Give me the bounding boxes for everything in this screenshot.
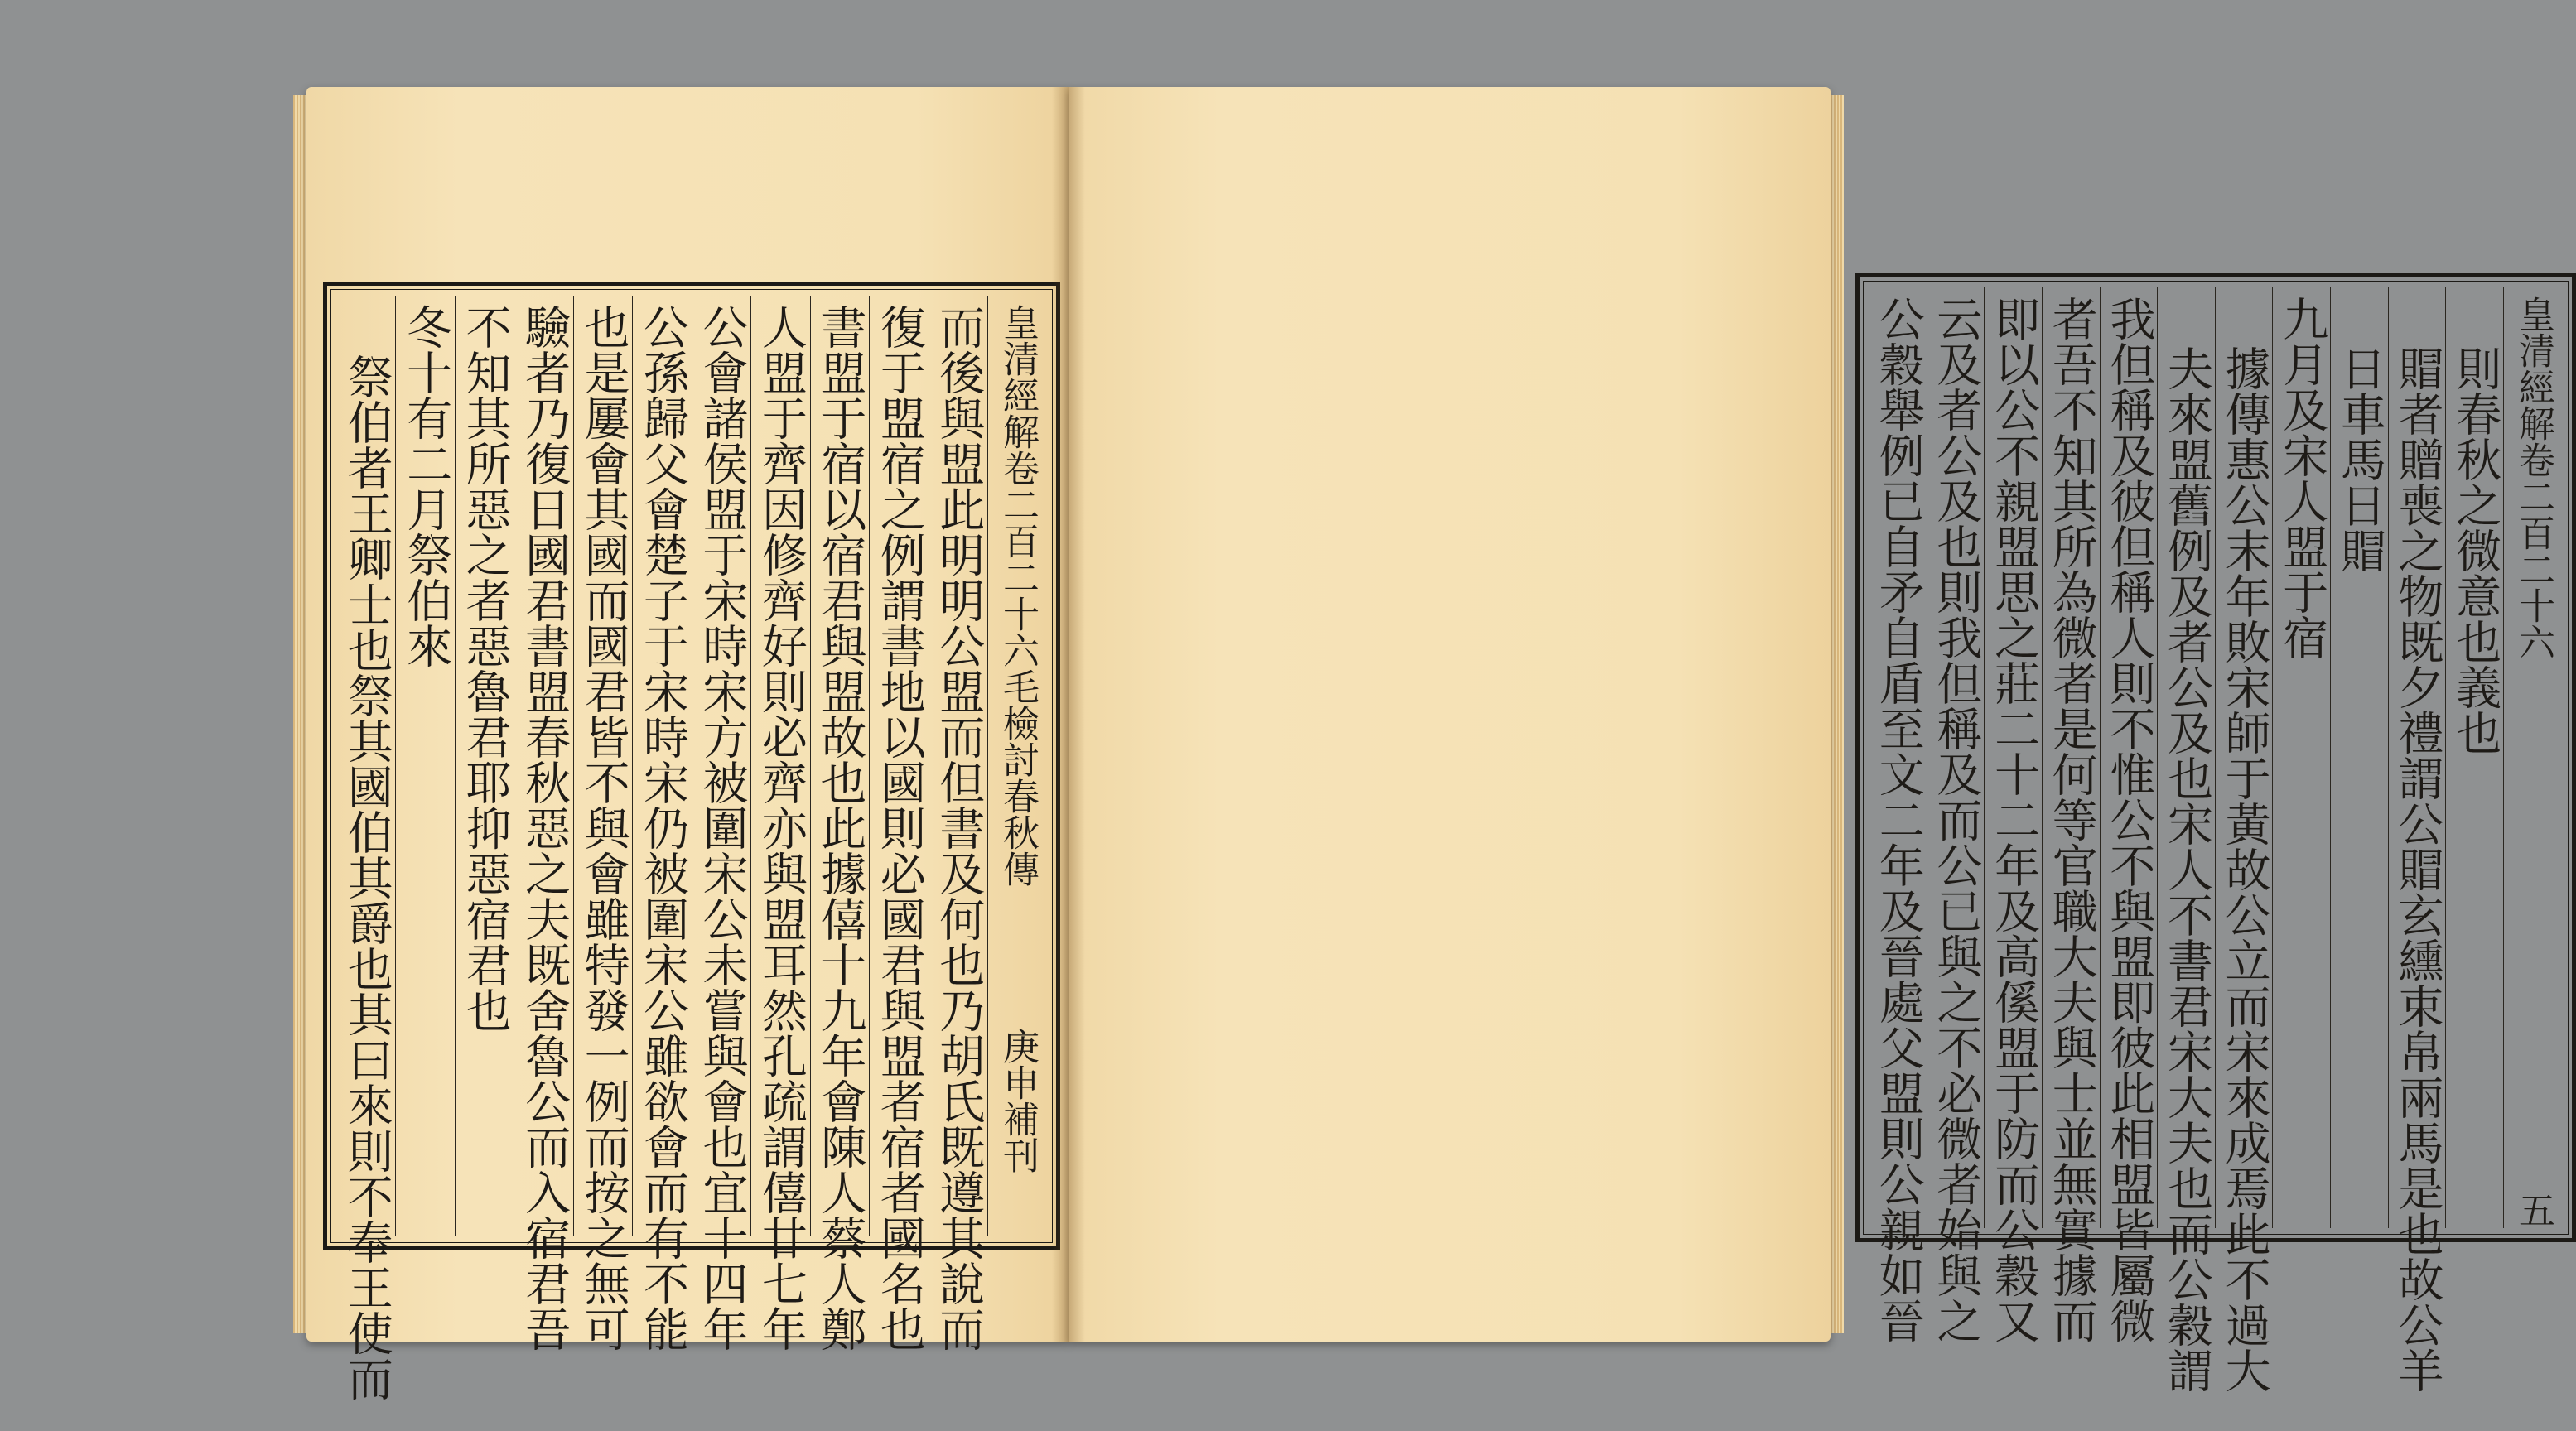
left-banner-column — [987, 296, 1046, 1236]
left-column-8: 驗者乃復日國君書盟春秋惡之夫既舍魯公而入宿君吾 — [514, 296, 572, 1236]
right-column-11: 公穀舉例已自矛自盾至文二年及晉處父盟則公親如晉 — [1871, 296, 1925, 1343]
right-column-9: 即以公不親盟思之莊二十二年及高傒盟于防而公穀又 — [1984, 287, 2042, 1228]
left-columns — [337, 296, 1046, 1401]
left-column-11: 祭伯者王卿士也祭其國伯其爵也其曰來則不奉王使而 — [340, 354, 393, 1401]
left-banner-subtitle: 毛檢討春秋傳 — [996, 668, 1039, 887]
open-book — [306, 87, 2554, 1401]
book-gutter — [1052, 87, 1085, 1342]
right-column-10: 云及者公及也則我但稱及而公已與之不必微者始與之 — [1927, 287, 1985, 1228]
left-book-edge — [293, 95, 306, 1333]
left-column-3: 書盟于宿以宿君與盟故也此據僖十九年會陳人蔡人鄭 — [810, 296, 869, 1236]
right-banner-folio: 五 — [2512, 1192, 2554, 1228]
left-column-9: 不知其所惡之者惡魯君耶抑惡宿君也 — [455, 296, 514, 1236]
right-banner-title: 皇清經解 — [2512, 296, 2554, 441]
left-column-2: 復于盟宿之例謂書地以國則必國君與盟者宿者國名也 — [869, 296, 928, 1236]
left-column-5: 公會諸侯盟于宋時宋方被圍宋公未嘗與會也宜十四年 — [692, 296, 750, 1236]
right-column-5: 據傳惠公末年敗宋師于黃故公立而宋來成焉此不過大 — [2215, 287, 2273, 1228]
right-column-1: 則春秋之微意也義也 — [2445, 287, 2503, 1228]
right-column-4: 九月及宋人盟于宿 — [2272, 287, 2330, 1228]
left-banner-note: 庚申補刊 — [996, 1028, 1039, 1173]
left-page — [306, 87, 1069, 1401]
right-page — [1069, 87, 2554, 1393]
right-column-2: 賵者贈喪之物既夕禮謂公賵玄纁束帛兩馬是也故公羊 — [2388, 287, 2446, 1228]
right-column-6: 夫來盟舊例及者公及也宋人不書君宋大夫也而公穀謂 — [2157, 287, 2215, 1228]
right-book-edge — [1831, 95, 1844, 1333]
right-column-7: 我但稱及彼但稱人則不惟公不與盟即彼此相盟皆屬微 — [2100, 287, 2158, 1228]
left-banner-title: 皇清經解 — [996, 304, 1039, 450]
right-text-frame — [1855, 273, 2576, 1393]
left-column-6: 公孫歸父會楚子于宋時宋仍被圍宋公雖欲會而有不能 — [632, 296, 691, 1236]
right-column-8: 者吾不知其所為微者是何等官職大夫與士並無實據而 — [2042, 287, 2100, 1228]
right-columns — [1869, 287, 2562, 1393]
left-column-1: 而後與盟此明明公盟而但書及何也乃胡氏既遵其說而 — [929, 296, 987, 1236]
left-column-10: 冬十有二月祭伯來 — [395, 296, 454, 1236]
right-banner-volume: 卷二百二十六 — [2512, 441, 2554, 660]
left-banner-volume: 卷二百二十六 — [996, 450, 1039, 668]
right-banner-column — [2503, 287, 2562, 1228]
left-column-7: 也是屢會其國而國君皆不與會雖特發一例而按之無可 — [573, 296, 632, 1236]
left-text-frame — [323, 282, 1060, 1401]
left-column-4: 人盟于齊因修齊好則必齊亦與盟耳然孔疏謂僖廿七年 — [750, 296, 809, 1236]
right-column-3: 日車馬日賵 — [2330, 287, 2388, 1228]
